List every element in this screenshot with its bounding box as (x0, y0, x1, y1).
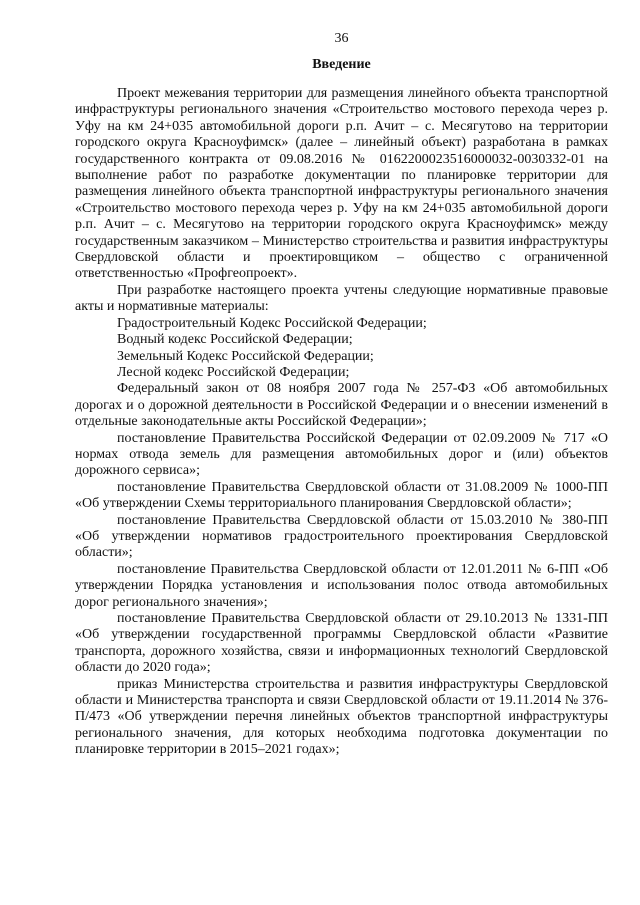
list-item-land-code: Земельный Кодекс Российской Федерации; (117, 348, 374, 364)
section-title: Введение (312, 57, 371, 72)
paragraph-project-description: Проект межевания территории для размещения линейного объекта транспортной инфраструктуры регионального значения «Строительство мостового перехода через р. Уфу на км 24+035 автомобильной дороги р.п. Ачит – с. Месягутово на территории городского округа Красноуфимск» (далее – линейный объект) разработана в рамках государственного контракта от 09.08.2016 № 0162200023516000032-0030332-01 на выполнение работ по разработке документации по планировке территории для размещения линейного объекта транспортной инфраструктуры регионального значения «Строительство мостового перехода через р. Уфу на км 24+035 автомобильной дороги р.п. Ачит – с. Месягутово на территории городского округа Красноуфимск» между государственным заказчиком – Министерство строительства и развития инфраструктуры Свердловской области и проектировщиком – общество с ограниченной ответственностью «Профгеопроект». (75, 86, 608, 282)
list-item-resolution-6: постановление Правительства Свердловской области от 12.01.2011 № 6-ПП «Об утверждении Порядка установления и использования полос отвода автомобильных дорог регионального значения»; (75, 561, 608, 610)
list-item-forest-code: Лесной кодекс Российской Федерации; (117, 364, 350, 380)
list-item-urban-planning-code: Градостроительный Кодекс Российской Федерации; (117, 315, 427, 331)
list-item-resolution-1331: постановление Правительства Свердловской области от 29.10.2013 № 1331-ПП «Об утверждении государственной программы Свердловской области «Развитие транспорта, дорожного хозяйства, связи и информационных технологий Свердловской области до 2020 года»; (75, 611, 608, 676)
page-number: 36 (334, 31, 349, 46)
list-item-resolution-380: постановление Правительства Свердловской области от 15.03.2010 № 380-ПП «Об утверждении нормативов градостроительного проектирования Свердловской области»; (75, 512, 608, 561)
list-item-resolution-717: постановление Правительства Российской Федерации от 02.09.2009 № 717 «О нормах отвода земель для размещения автомобильных дорог и (или) объектов дорожного сервиса»; (75, 430, 608, 479)
document-body (75, 86, 608, 759)
list-item-federal-law-257: Федеральный закон от 08 ноября 2007 года № 257-ФЗ «Об автомобильных дорогах и о дорожной деятельности в Российской Федерации и о внесении изменений в отдельные законодательные акты Российской Федерации»; (75, 381, 608, 430)
list-item-order-376: приказ Министерства строительства и развития инфраструктуры Свердловской области и Министерства транспорта и связи Свердловской области от 19.11.2014 № 376-П/473 «Об утверждении перечня линейных объектов транспортной инфраструктуры регионального значения, для которых необходима подготовка документации по планировке территории в 2015–2021 годах»; (75, 676, 608, 758)
list-item-resolution-1000: постановление Правительства Свердловской области от 31.08.2009 № 1000-ПП «Об утверждении Схемы территориального планирования Свердловской области»; (75, 479, 608, 512)
paragraph-regulations-intro: При разработке настоящего проекта учтены следующие нормативные правовые акты и нормативные материалы: (75, 282, 608, 315)
list-item-water-code: Водный кодекс Российской Федерации; (117, 332, 353, 348)
